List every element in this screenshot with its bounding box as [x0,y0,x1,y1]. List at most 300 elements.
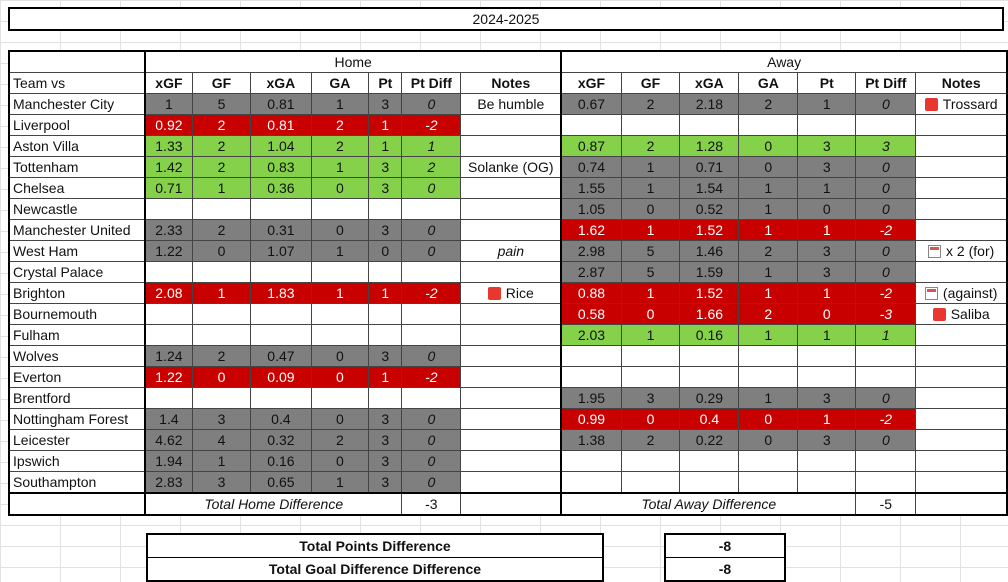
home-stat-cell: 0.32 [251,430,311,451]
table-row [9,304,1007,325]
team-name: Everton [9,367,145,388]
away-stat-cell: 1.28 [680,136,739,157]
team-name: Leicester [9,430,145,451]
away-note-cell [916,178,1007,199]
home-stat-cell: 1 [311,241,369,262]
home-stat-cell [145,262,192,283]
away-stat-cell: 0 [856,94,916,115]
away-stat-cell: 0.16 [680,325,739,346]
home-stat-cell: 2 [311,136,369,157]
red-square-icon [925,98,938,111]
away-note-cell [916,220,1007,241]
home-stat-cell [369,199,402,220]
away-stat-cell: 0 [798,304,856,325]
home-stat-cell [251,325,311,346]
note-text: Saliba [950,306,990,322]
away-stat-cell: 0.88 [561,283,621,304]
away-stat-cell: 0 [739,409,798,430]
away-note-cell [916,430,1007,451]
home-stat-cell: 0.83 [251,157,311,178]
home-stat-cell: 4.62 [145,430,192,451]
away-note-cell [916,115,1007,136]
away-stat-cell: 1 [621,283,680,304]
team-name: Fulham [9,325,145,346]
home-stat-cell [369,262,402,283]
away-stat-cell: 2 [739,94,798,115]
away-stat-cell: 5 [621,241,680,262]
home-stat-cell: 2 [402,157,461,178]
away-stat-cell [856,367,916,388]
away-notes-header: Notes [916,73,1007,94]
home-note-cell [461,325,561,346]
home-stat-cell: 0 [402,451,461,472]
away-stat-cell: 3 [798,388,856,409]
away-note-cell [916,241,1007,262]
away-stat-cell: -2 [856,283,916,304]
home-stat-cell: 1 [369,367,402,388]
away-stat-cell [621,346,680,367]
home-stat-cell: 1 [192,178,251,199]
away-ga-header: GA [739,73,798,94]
away-stat-cell: 1.66 [680,304,739,325]
card-icon [928,245,941,258]
away-note-cell [916,304,1007,325]
total-home-value: -3 [402,493,461,515]
away-stat-cell [798,451,856,472]
away-stat-cell: 0 [856,388,916,409]
table-row [9,199,1007,220]
away-stat-cell: 0 [856,241,916,262]
home-stat-cell: 1.22 [145,241,192,262]
home-stat-cell: 1.24 [145,346,192,367]
away-stat-cell: 1 [621,178,680,199]
home-stat-cell: 2 [311,430,369,451]
away-stat-cell: 3 [621,388,680,409]
away-xgf-header: xGF [561,73,621,94]
home-stat-cell: 2 [192,115,251,136]
home-stat-cell: 2.33 [145,220,192,241]
away-stat-cell [621,115,680,136]
home-note-cell [461,451,561,472]
home-stat-cell: 0.65 [251,472,311,494]
home-stat-cell: 3 [369,409,402,430]
card-icon [925,287,938,300]
team-name: Liverpool [9,115,145,136]
away-stat-cell: 0 [856,178,916,199]
away-stat-cell: 0 [739,430,798,451]
home-stat-cell: 3 [192,472,251,494]
home-pt-diff-header: Pt Diff [402,73,461,94]
home-stat-cell [402,388,461,409]
home-note-cell [461,409,561,430]
home-stat-cell: 1.07 [251,241,311,262]
away-stat-cell: 1 [798,220,856,241]
totals-row [9,493,1007,515]
away-stat-cell: -2 [856,409,916,430]
home-stat-cell [192,388,251,409]
home-stat-cell: 0 [192,241,251,262]
home-stat-cell [145,325,192,346]
home-stat-cell: 1 [369,115,402,136]
home-note-cell [461,346,561,367]
home-stat-cell: 0.81 [251,94,311,115]
team-column-header: Team vs [9,73,145,94]
home-stat-cell: 0 [311,409,369,430]
home-stat-cell: 0 [311,367,369,388]
home-stat-cell: 0 [402,241,461,262]
away-note-cell [916,136,1007,157]
home-stat-cell: 2.08 [145,283,192,304]
away-stat-cell: 3 [798,157,856,178]
away-stat-cell [680,367,739,388]
home-stat-cell: 2 [192,136,251,157]
home-stat-cell: 3 [369,178,402,199]
home-stat-cell: 0 [402,346,461,367]
away-stat-cell [739,115,798,136]
away-note-cell [916,409,1007,430]
table-row [9,346,1007,367]
home-note-cell [461,94,561,115]
away-stat-cell: 0 [739,136,798,157]
home-stat-cell: 0 [311,220,369,241]
home-stat-cell: -2 [402,115,461,136]
home-gf-header: GF [192,73,251,94]
away-stat-cell: 3 [856,136,916,157]
table-row [9,409,1007,430]
home-stat-cell: 3 [369,94,402,115]
team-name: Ipswich [9,451,145,472]
away-note-cell [916,388,1007,409]
home-note-cell [461,304,561,325]
team-name: Crystal Palace [9,262,145,283]
home-notes-header: Notes [461,73,561,94]
home-stat-cell: 0 [369,241,402,262]
away-stat-cell [739,367,798,388]
home-note-cell [461,430,561,451]
away-stat-cell: 0 [856,262,916,283]
home-stat-cell [192,199,251,220]
home-stat-cell [145,304,192,325]
table-row [9,388,1007,409]
team-name: Newcastle [9,199,145,220]
away-stat-cell: 1 [739,199,798,220]
home-stat-cell: 0.71 [145,178,192,199]
away-stat-cell [798,115,856,136]
home-stat-cell [369,325,402,346]
home-stat-cell: 1.42 [145,157,192,178]
away-stat-cell [856,346,916,367]
home-stat-cell: 0.47 [251,346,311,367]
away-stat-cell: 1 [739,262,798,283]
away-stat-cell: 0 [621,409,680,430]
away-note-cell [916,199,1007,220]
away-stat-cell [561,451,621,472]
home-note-cell [461,472,561,494]
away-stat-cell: 0 [621,304,680,325]
away-stat-cell [680,115,739,136]
away-stat-cell: 0.22 [680,430,739,451]
away-stat-cell: 1 [621,220,680,241]
home-stat-cell: 0 [311,451,369,472]
away-stat-cell: 0 [856,199,916,220]
home-stat-cell: 0.81 [251,115,311,136]
away-stat-cell [856,472,916,494]
home-note-cell [461,388,561,409]
away-stat-cell: 2 [739,241,798,262]
home-stat-cell [402,304,461,325]
home-stat-cell: 2 [311,115,369,136]
table-row [9,451,1007,472]
total-goal-difference-value: -8 [665,558,785,582]
away-stat-cell: 0 [798,199,856,220]
away-note-cell [916,346,1007,367]
away-stat-cell [561,367,621,388]
home-stat-cell: 1 [369,136,402,157]
away-stat-cell: 1 [739,178,798,199]
away-stat-cell: -3 [856,304,916,325]
home-note-cell [461,157,561,178]
home-stat-cell: 0 [192,367,251,388]
away-note-cell [916,367,1007,388]
home-stat-cell [251,304,311,325]
away-stat-cell: 1 [798,325,856,346]
home-stat-cell: 3 [192,409,251,430]
home-stat-cell: 1 [192,451,251,472]
home-stat-cell: 3 [369,472,402,494]
away-stat-cell: 1 [798,94,856,115]
away-note-cell [916,157,1007,178]
away-stat-cell [798,346,856,367]
home-stat-cell: 0 [311,346,369,367]
team-name: Tottenham [9,157,145,178]
table-row [9,262,1007,283]
away-stat-cell: 0 [856,157,916,178]
away-stat-cell: 0 [739,157,798,178]
away-stat-cell: 1 [739,220,798,241]
team-name: Nottingham Forest [9,409,145,430]
team-name: Wolves [9,346,145,367]
away-stat-cell [621,472,680,494]
table-row [9,220,1007,241]
home-stat-cell: 2.83 [145,472,192,494]
home-note-cell [461,199,561,220]
home-stat-cell: 5 [192,94,251,115]
away-stat-cell [561,346,621,367]
home-stat-cell [251,199,311,220]
away-stat-cell: 0 [621,199,680,220]
home-stat-cell: 2 [192,220,251,241]
home-stat-cell [311,199,369,220]
totals-blank [9,493,145,515]
away-stat-cell: 1.52 [680,220,739,241]
home-note-cell [461,241,561,262]
team-name: Brentford [9,388,145,409]
total-away-label: Total Away Difference [561,493,856,515]
home-stat-cell: 0 [402,409,461,430]
away-stat-cell: 1.95 [561,388,621,409]
away-pt-diff-header: Pt Diff [856,73,916,94]
home-stat-cell: 3 [369,157,402,178]
away-stat-cell [798,367,856,388]
away-stat-cell: 1 [621,157,680,178]
home-stat-cell: 3 [369,451,402,472]
home-stat-cell [311,304,369,325]
away-note-cell [916,94,1007,115]
home-stat-cell: 1.4 [145,409,192,430]
team-name: Brighton [9,283,145,304]
note-text: Be humble [477,96,545,112]
away-stat-cell: 3 [798,262,856,283]
away-stat-cell: -2 [856,220,916,241]
away-stat-cell: 2.03 [561,325,621,346]
home-stat-cell [311,262,369,283]
home-note-cell [461,115,561,136]
away-stat-cell [680,472,739,494]
away-stat-cell: 1 [739,283,798,304]
away-gf-header: GF [621,73,680,94]
away-stat-cell: 2 [621,94,680,115]
team-name: Southampton [9,472,145,494]
home-stat-cell: 0 [402,178,461,199]
away-stat-cell: 1 [798,178,856,199]
table-row [9,115,1007,136]
away-stat-cell: 0.99 [561,409,621,430]
away-pt-header: Pt [798,73,856,94]
away-stat-cell: 0.29 [680,388,739,409]
home-note-cell [461,283,561,304]
team-name: Manchester United [9,220,145,241]
away-note-cell [916,262,1007,283]
home-stat-cell: 0 [311,178,369,199]
home-stat-cell: 1 [192,283,251,304]
away-note-cell [916,283,1007,304]
away-stat-cell: 1.54 [680,178,739,199]
home-stat-cell: 3 [369,430,402,451]
home-stat-cell [251,262,311,283]
home-stat-cell [145,199,192,220]
table-row [9,94,1007,115]
note-text: Rice [505,285,534,301]
home-note-cell [461,262,561,283]
away-stat-cell [680,346,739,367]
note-text: (against) [942,285,998,301]
away-xga-header: xGA [680,73,739,94]
home-stat-cell [192,304,251,325]
total-points-label: Total Points Difference [147,534,603,558]
home-stat-cell: 0 [402,220,461,241]
home-stat-cell: 3 [369,346,402,367]
away-stat-cell: 2.18 [680,94,739,115]
home-stat-cell: 0.16 [251,451,311,472]
home-note-cell [461,367,561,388]
home-stat-cell [402,262,461,283]
total-goal-difference-label: Total Goal Difference Difference [147,558,603,582]
home-stat-cell: 0 [402,472,461,494]
away-stat-cell [621,367,680,388]
away-stat-cell: 0.67 [561,94,621,115]
results-table [8,50,1008,516]
home-stat-cell [369,304,402,325]
home-stat-cell: 0.4 [251,409,311,430]
home-stat-cell: 1.83 [251,283,311,304]
total-away-value: -5 [856,493,916,515]
home-stat-cell [192,325,251,346]
table-row [9,472,1007,494]
home-stat-cell [145,388,192,409]
away-stat-cell: 1 [739,388,798,409]
home-stat-cell: -2 [402,283,461,304]
away-stat-cell: 2 [739,304,798,325]
totals-home-note-blank [461,493,561,515]
away-stat-cell: 0.71 [680,157,739,178]
away-stat-cell: 2.98 [561,241,621,262]
home-stat-cell [402,199,461,220]
away-stat-cell [621,451,680,472]
home-stat-cell: 1 [311,283,369,304]
away-stat-cell: 2 [621,136,680,157]
home-pt-header: Pt [369,73,402,94]
away-stat-cell: 0.52 [680,199,739,220]
home-stat-cell: 1 [311,94,369,115]
home-stat-cell: 1 [311,157,369,178]
home-stat-cell [311,325,369,346]
away-stat-cell: 3 [798,136,856,157]
home-stat-cell: 0 [402,430,461,451]
table-row [9,241,1007,262]
home-stat-cell: -2 [402,367,461,388]
away-note-cell [916,451,1007,472]
table-row [9,178,1007,199]
away-stat-cell: 1 [798,409,856,430]
away-stat-cell: 1 [739,325,798,346]
home-stat-cell [251,388,311,409]
away-stat-cell: 0.87 [561,136,621,157]
table-row [9,430,1007,451]
away-stat-cell [856,115,916,136]
red-square-icon [488,287,501,300]
team-name: Manchester City [9,94,145,115]
away-stat-cell [561,115,621,136]
home-stat-cell: 1.33 [145,136,192,157]
home-stat-cell [311,388,369,409]
home-stat-cell: 1.04 [251,136,311,157]
table-row [9,325,1007,346]
home-note-cell [461,220,561,241]
away-stat-cell [680,451,739,472]
away-stat-cell: 3 [798,241,856,262]
home-stat-cell: 1 [311,472,369,494]
away-stat-cell [739,346,798,367]
note-text: Trossard [942,96,998,112]
home-stat-cell: 1 [369,283,402,304]
away-stat-cell: 1 [621,325,680,346]
note-text: Solanke (OG) [468,159,554,175]
away-stat-cell: 1.52 [680,283,739,304]
away-stat-cell: 1.62 [561,220,621,241]
away-stat-cell: 1.38 [561,430,621,451]
season-title: 2024-2025 [8,7,1004,31]
home-stat-cell: 0.31 [251,220,311,241]
blank-header [9,51,145,73]
table-row [9,136,1007,157]
away-stat-cell: 0 [856,430,916,451]
away-stat-cell: 1.55 [561,178,621,199]
away-stat-cell: 1 [798,283,856,304]
team-name: Chelsea [9,178,145,199]
home-stat-cell: 4 [192,430,251,451]
away-stat-cell: 2.87 [561,262,621,283]
home-stat-cell: 1.94 [145,451,192,472]
